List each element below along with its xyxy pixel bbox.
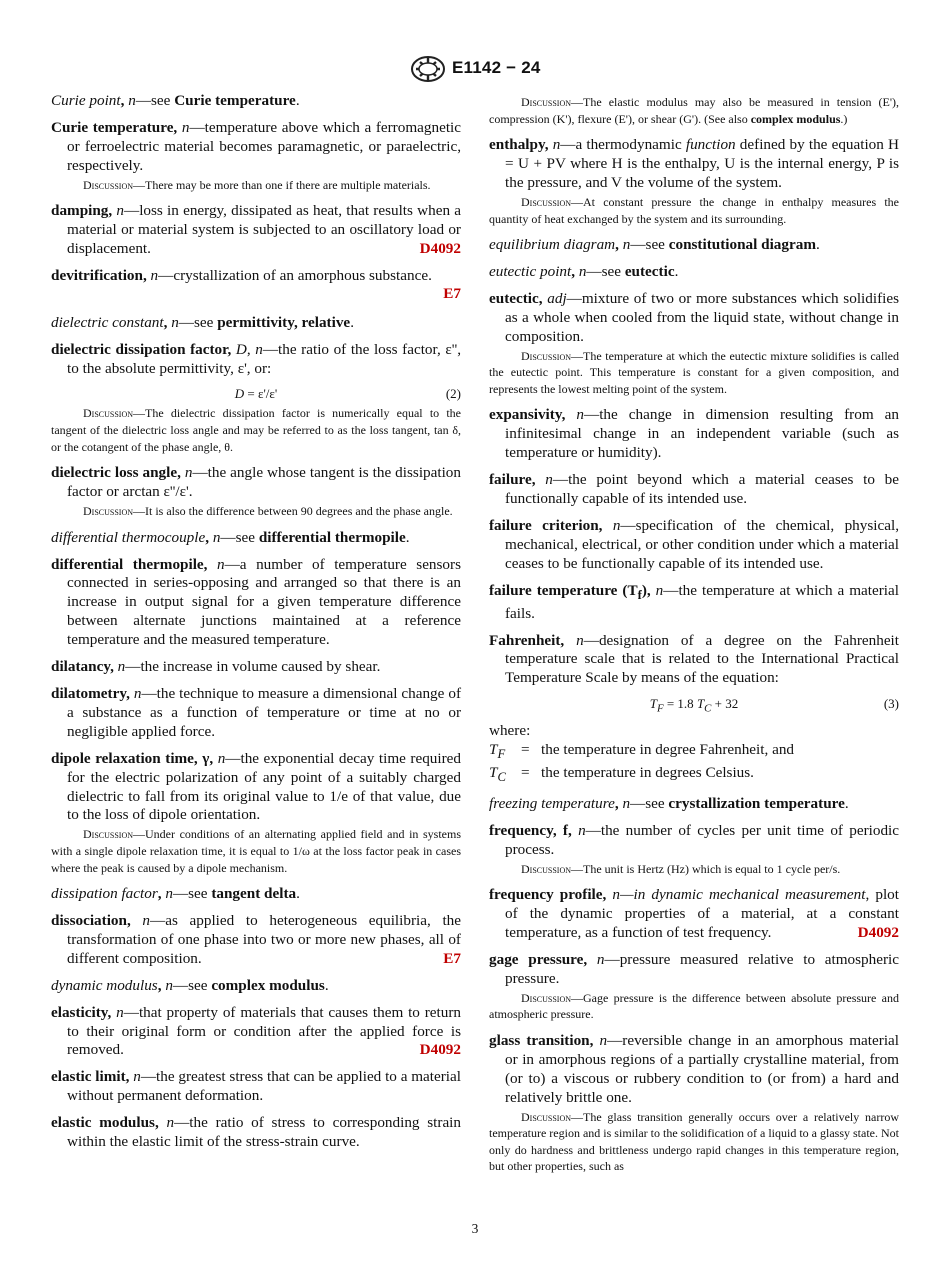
- entry-curie-temperature: Curie temperature, n—temperature above which a ferromagnetic or ferroelectric material becomes paramagnetic, or paraelectric, respectively.: [51, 118, 461, 174]
- entry-frequency-profile: frequency profile, n—in dynamic mechanical measurement, plot of the dynamic properties of a material, at a constant temperature, as a function of test frequency. D4092: [489, 886, 899, 942]
- entry-freezing-temperature: freezing temperature, n—see crystallization temperature.: [489, 795, 849, 812]
- discussion-glass-transition: Discussion—The glass transition generally occurs over a relatively narrow temperature region and is similar to the solidification of a liquid to a glassy state. Not only do hardness and brittleness undergo rapid changes in this temperature region, but other properties, such as: [489, 1109, 899, 1174]
- entry-frequency: frequency, f, n—the number of cycles per unit time of periodic process.: [489, 821, 900, 858]
- entry-dissipation-factor: dissipation factor, n—see tangent delta.: [51, 885, 300, 903]
- entry-glass-transition: glass transition, n—reversible change in an amorphous material or in amorphous regions of a partially crystalline material, from (or to) a viscous or rubbery condition to (or from) a hard and relatively brittle one.: [489, 1032, 899, 1106]
- entry-fahrenheit: Fahrenheit, n—designation of a degree on the Fahrenheit temperature scale that is related to the International Practical Temperature Scale by means of the equation:: [489, 631, 899, 687]
- equation-3: $T_F = 1.8$ $T_C + 32$ (3): [649, 696, 899, 715]
- entry-eutectic-point: eutectic point, n—see eutectic.: [489, 263, 679, 280]
- where-row-tc: $T_C$ = the temperature in degrees Celsius.: [489, 764, 754, 785]
- standard-reference: D4092: [419, 1041, 461, 1059]
- entry-damping: damping, n—loss in energy, dissipated as heat, that results when a material or material system is subjected to an oscillatory load or displacement. D4092: [51, 202, 461, 258]
- entry-dynamic-modulus: dynamic modulus, n—see complex modulus.: [51, 976, 329, 994]
- where-label: where:: [489, 722, 531, 740]
- page-header: [0, 54, 950, 84]
- discussion-enthalpy: Discussion—At constant pressure the change in enthalpy measures the quantity of heat exchanged by the system and its surrounding.: [489, 194, 899, 226]
- entry-failure: failure, n—the point beyond which a material ceases to be functionally capable of its intended use.: [489, 471, 900, 508]
- discussion-dipole-relaxation: Discussion—Under conditions of an alternating applied field and in systems with a single dipole relaxation time, it is equal to 1/ω at the loss factor peak in cases where the peak is caused by a dipole mechanism.: [51, 827, 461, 875]
- standard-reference: E7: [443, 949, 461, 967]
- entry-dielectric-loss-angle: dielectric loss angle, n—the angle whose tangent is the dissipation factor or arctan ε''/ε'.: [51, 464, 461, 501]
- entry-eutectic: eutectic, adj—mixture of two or more substances which solidifies as a whole when cooled from the liquid state, without change in composition.: [489, 289, 899, 345]
- entry-enthalpy: enthalpy, n—a thermodynamic function defined by the equation H = U + PV where H is the enthalpy, U is the internal energy, P is the pressure, and V the volume of the system.: [489, 136, 900, 191]
- discussion-curie-temperature: Discussion—There may be more than one if there are multiple materials.: [83, 177, 431, 192]
- entry-dielectric-constant: dielectric constant, n—see permittivity, relative.: [51, 313, 354, 331]
- entry-failure-criterion: failure criterion, n—specification of the chemical, physical, mechanical, electrical, or other condition under which a material ceases to be functionally capable of its intended use.: [489, 516, 899, 572]
- where-row-tf: $T_F$ = the temperature in degree Fahrenheit, and: [489, 741, 795, 762]
- entry-dipole-relaxation-time: dipole relaxation time, γ, n—the exponential decay time required for the electric polarization of any point of a suitably charged dielectric to fall from its original value to 1/e of that value, due to the loss of dipole orientation.: [51, 749, 461, 824]
- entry-devitrification: devitrification, n—crystallization of an amorphous substance.: [51, 266, 432, 284]
- astm-logo: [410, 56, 446, 82]
- entry-elastic-limit: elastic limit, n—the greatest stress that can be applied to a material without permanent deformation.: [51, 1068, 461, 1105]
- standard-designation: E1142 − 24: [452, 58, 541, 77]
- entry-elasticity: elasticity, n—that property of materials that causes them to return to their original form or condition after the applied force is removed. D4092: [51, 1003, 461, 1059]
- discussion-gage-pressure: Discussion—Gage pressure is the difference between absolute pressure and atmospheric pressure.: [489, 990, 899, 1022]
- entry-expansivity: expansivity, n—the change in dimension resulting from an infinitesimal change in an independent variable (such as temperature or humidity).: [489, 406, 900, 462]
- right-column: [489, 92, 899, 1184]
- entry-gage-pressure: gage pressure, n—pressure measured relative to atmospheric pressure.: [489, 951, 899, 987]
- standard-reference: D4092: [419, 240, 461, 258]
- discussion-frequency: Discussion—The unit is Hertz (Hz) which is equal to 1 cycle per/s.: [521, 861, 841, 876]
- entry-differential-thermocouple: differential thermocouple, n—see differential thermopile.: [51, 528, 410, 546]
- standard-reference: E7: [443, 284, 461, 302]
- discussion-dielectric-dissipation: Discussion—The dielectric dissipation factor is numerically equal to the tangent of the dielectric loss angle and may be referred to as the loss tangent, tan δ, or the cotangent of the phase angle, θ.: [51, 406, 461, 454]
- entry-differential-thermopile: differential thermopile, n—a number of temperature sensors connected in series-opposing and arranged so that there is an increase in output signal for a given temperature difference between alternate junctions maintained at a reference temperature and the measured temperature.: [51, 555, 461, 649]
- discussion-eutectic: Discussion—The temperature at which the eutectic mixture solidifies is called the eutectic point. This temperature is constant for a given composition, and represents the lowest melting point of the system.: [489, 348, 899, 396]
- page-number: 3: [471, 1221, 479, 1236]
- entry-dilatometry: dilatometry, n—the technique to measure a dimensional change of a substance as a function of temperature or time at no or negligible applied force.: [51, 685, 462, 740]
- entry-equilibrium-diagram: equilibrium diagram, n—see constitutional diagram.: [489, 236, 820, 254]
- discussion-dielectric-loss-angle: Discussion—It is also the difference between 90 degrees and the phase angle.: [83, 504, 453, 519]
- discussion-elastic-modulus: Discussion—The elastic modulus may also be measured in tension (E'), compression (K'), flexure (E'), or shear (G'). (See also complex modulus.): [489, 95, 899, 126]
- standard-reference: D4092: [857, 924, 899, 942]
- entry-elastic-modulus: elastic modulus, n—the ratio of stress to corresponding strain within the elastic limit of the stress-strain curve.: [51, 1114, 461, 1151]
- entry-curie-point: Curie point, n—see Curie temperature.: [51, 92, 300, 109]
- entry-dielectric-dissipation-factor: dielectric dissipation factor, D, n—the ratio of the loss factor, ε'', to the absolute permittivity, ε', or:: [51, 340, 462, 377]
- entry-dissociation: dissociation, n—as applied to heterogeneous equilibria, the transformation of one phase into two or more new phases, all of different composition. E7: [51, 912, 461, 967]
- left-column: [51, 92, 461, 1160]
- entry-dilatancy: dilatancy, n—the increase in volume caused by shear.: [51, 658, 381, 676]
- equation-2: D = ε'/ε' (2): [234, 386, 461, 402]
- entry-failure-temperature: failure temperature $(T_f)$, n—the temperature at which a material fails.: [489, 581, 899, 622]
